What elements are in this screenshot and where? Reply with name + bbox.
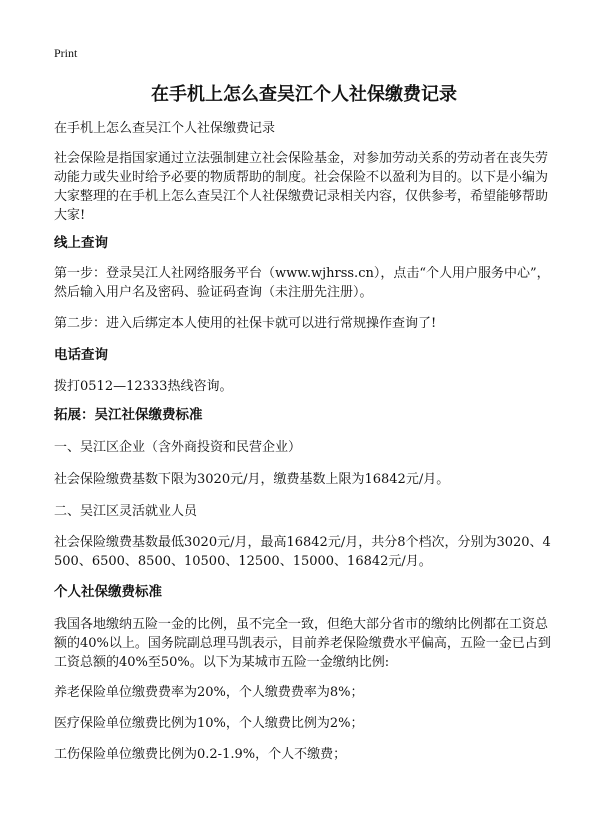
section-heading-personal: 个人社保缴费标准 bbox=[54, 584, 162, 600]
section-heading-standard: 拓展：吴江社保缴费标准 bbox=[54, 407, 203, 423]
online-step-2: 第二步：进入后绑定本人使用的社保卡就可以进行常规操作查询了! bbox=[54, 316, 437, 331]
personal-intro: 我国各地缴纳五险一金的比例，虽不完全一致，但绝大部分省市的缴纳比例都在工资总额的40%以上。国务院副总理马凯表示，目前养老保险缴费水平偏高，五险一金已占到工资总额的40%至50%。以下为某城市五险一金缴纳比例: bbox=[54, 617, 551, 670]
intro-paragraph: 社会保险是指国家通过立法强制建立社会保险基金，对参加劳动关系的劳动者在丧失劳动能力或失业时给予必要的物质帮助的制度。社会保险不以盈利为目的。以下是小编为大家整理的在手机上怎么查吴江个人社保缴费记录相关内容，仅供参考，希望能够帮助大家! bbox=[54, 151, 549, 223]
article-subtitle: 在手机上怎么查吴江个人社保缴费记录 bbox=[54, 121, 276, 136]
online-step-1: 第一步：登录吴江人社网络服务平台（www.wjhrss.cn），点击“个人用户服务中心”，然后输入用户名及密码、验证码查询（未注册先注册）。 bbox=[54, 266, 550, 300]
phone-text: 拨打0512—12333热线咨询。 bbox=[54, 379, 233, 394]
pension-rate: 养老保险单位缴费费率为20%，个人缴费费率为8%； bbox=[54, 685, 364, 700]
standard-item-2-text: 社会保险缴费基数最低3020元/月，最高16842元/月，共分8个档次，分别为3020、4500、6500、8500、10500、12500、15000、16842元/月。 bbox=[54, 535, 551, 569]
standard-item-1-text: 社会保险缴费基数下限为3020元/月，缴费基数上限为16842元/月。 bbox=[54, 472, 450, 487]
section-heading-online: 线上查询 bbox=[54, 235, 108, 251]
standard-item-2-title: 二、吴江区灵活就业人员 bbox=[54, 504, 198, 519]
print-label: Print bbox=[54, 46, 78, 60]
section-heading-phone: 电话查询 bbox=[54, 347, 108, 363]
medical-rate: 医疗保险单位缴费比例为10%，个人缴费比例为2%； bbox=[54, 716, 364, 731]
page-title: 在手机上怎么查吴江个人社保缴费记录 bbox=[151, 84, 457, 105]
standard-item-1-title: 一、吴江区企业（含外商投资和民营企业） bbox=[54, 440, 302, 455]
injury-rate: 工伤保险单位缴费比例为0.2-1.9%，个人不缴费； bbox=[54, 747, 347, 762]
